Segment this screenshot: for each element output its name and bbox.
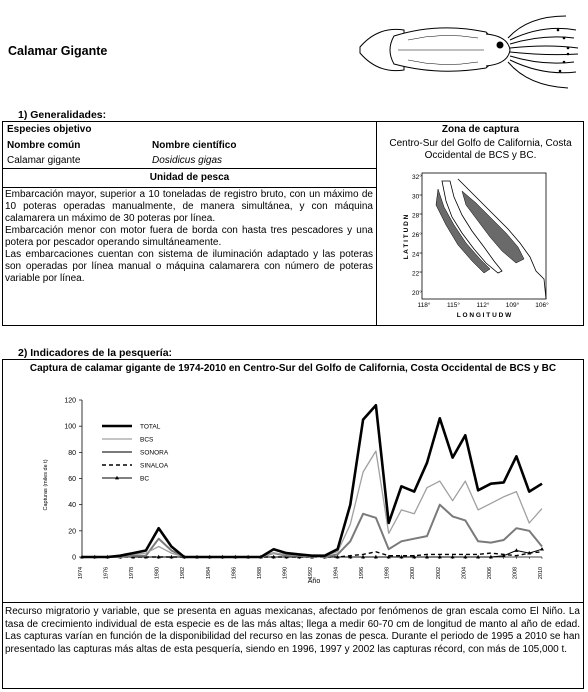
x-tick-label: 1978 [129,566,136,580]
nombre-comun-header: Nombre común [7,140,81,151]
x-tick-label: 1976 [103,566,110,580]
section-heading-generalidades: 1) Generalidades: [18,109,107,121]
legend-label: TOTAL [140,423,161,431]
section-heading-indicadores: 2) Indicadores de la pesquería: [18,347,173,359]
x-tick-label: 2006 [486,566,493,580]
legend-label: SINALOA [140,462,169,470]
unidad-paragraph: Embarcación mayor, superior a 10 toneladas de registro bruto, con un máximo de 10 poteras operadas manualmente, de manera simultánea, y con máquina calamarera un máximo de 30 poteras por línea. [5,189,373,224]
especies-heading: Especies objetivo [7,124,92,135]
map-lat-label: 30° [412,193,422,201]
x-tick-label: 1984 [205,566,212,580]
unidad-heading: Unidad de pesca [149,172,230,183]
x-tick-label: 1988 [256,566,263,580]
map-lon-label: 115° [447,302,460,309]
row-divider [2,187,377,188]
x-tick-label: 2000 [410,566,417,580]
x-tick-label: 1992 [308,566,314,580]
zona-value: Centro-Sur del Golfo de California, Costa Occidental de BCS y BC. [389,138,572,161]
x-tick-label: 1980 [154,566,161,580]
chart-title: Captura de calamar gigante de 1974-2010 en Centro-Sur del Golfo de California, Costa Occidental de BCS y BC [29,363,557,374]
nombre-comun-value: Calamar gigante [7,155,81,166]
capture-zone-map [402,167,552,321]
legend-label: BCS [140,436,154,444]
y-tick-label: 100 [64,423,76,431]
y-tick-label: 40 [68,502,76,510]
unidad-description [5,189,373,285]
legend-label: BC [140,475,150,483]
map-lat-label: 32° [412,174,422,181]
lat-axis-label: L A T I T U D N [403,214,410,260]
unidad-paragraph: Las embarcaciones cuentan con sistema de iluminación adaptado y las poteras son operadas por línea manual o máquina calamarera con número de poteras variable por línea. [5,249,373,284]
fishery-description: Recurso migratorio y variable, que se presenta en aguas mexicanas, afectado por fenómenos de gran escala como El Niño. La tasa de crecimiento individual de esta especie es de las más altas; llega a medir 60-70 cm de longitud de manto al año de edad. Las capturas varían en función de la disponibilidad del recurso en las zonas de pesca. Durante el periodo de 1995 a 2010 se han presentado las capturas más altas de esta pesquería, siendo en 1996, 1997 y 2002 las capturas récord, con más de 105,000 t. [5,606,580,655]
panel-divider [2,602,584,603]
y-tick-label: 0 [72,554,76,562]
map-lon-label: 109° [505,302,520,309]
y-tick-label: 60 [68,476,76,483]
series-line-sonora [82,505,542,557]
x-tick-label: 2004 [461,566,468,580]
y-tick-label: 80 [68,449,76,457]
row-divider [2,168,377,169]
x-axis-label: Año [307,578,321,585]
y-tick-label: 120 [64,397,76,405]
legend-label: SONORA [140,449,169,457]
capture-line-chart [30,390,554,596]
lon-axis-label: L O N G I T U D W [456,312,512,319]
series-point-bc [540,547,544,551]
page-title: Calamar Gigante [8,44,108,58]
y-tick-label: 20 [68,528,76,536]
x-tick-label: 2010 [538,566,544,580]
map-lon-label: 112° [476,302,490,309]
zona-heading: Zona de captura [441,124,520,135]
map-lat-label: 26° [412,232,422,239]
nombre-cientifico-value: Dosidicus gigas [152,155,223,166]
map-lat-label: 28° [412,212,422,220]
squid-illustration [358,14,580,92]
series-point-bc [514,548,518,552]
unidad-paragraph: Embarcación menor con motor fuera de borda con hasta tres pescadores y una potera por pescador operando simultáneamente. [5,225,373,248]
x-tick-label: 1982 [180,566,187,580]
map-lat-label: 24° [412,251,422,259]
x-tick-label: 1974 [78,566,84,580]
x-tick-label: 1996 [359,566,366,580]
nombre-cientifico-header: Nombre científico [152,140,237,151]
x-tick-label: 1986 [231,566,238,580]
map-lat-label: 22° [412,270,422,278]
x-tick-label: 2002 [435,566,442,580]
map-lon-label: 106° [535,302,549,309]
map-lon-label: 118° [417,302,431,309]
map-lat-label: 20° [412,290,422,297]
x-tick-label: 1994 [333,566,340,580]
x-tick-label: 2008 [512,566,519,580]
x-tick-label: 1998 [384,566,391,580]
x-tick-label: 1990 [282,566,289,580]
y-axis-label: Capturas (miles de t) [43,459,49,511]
